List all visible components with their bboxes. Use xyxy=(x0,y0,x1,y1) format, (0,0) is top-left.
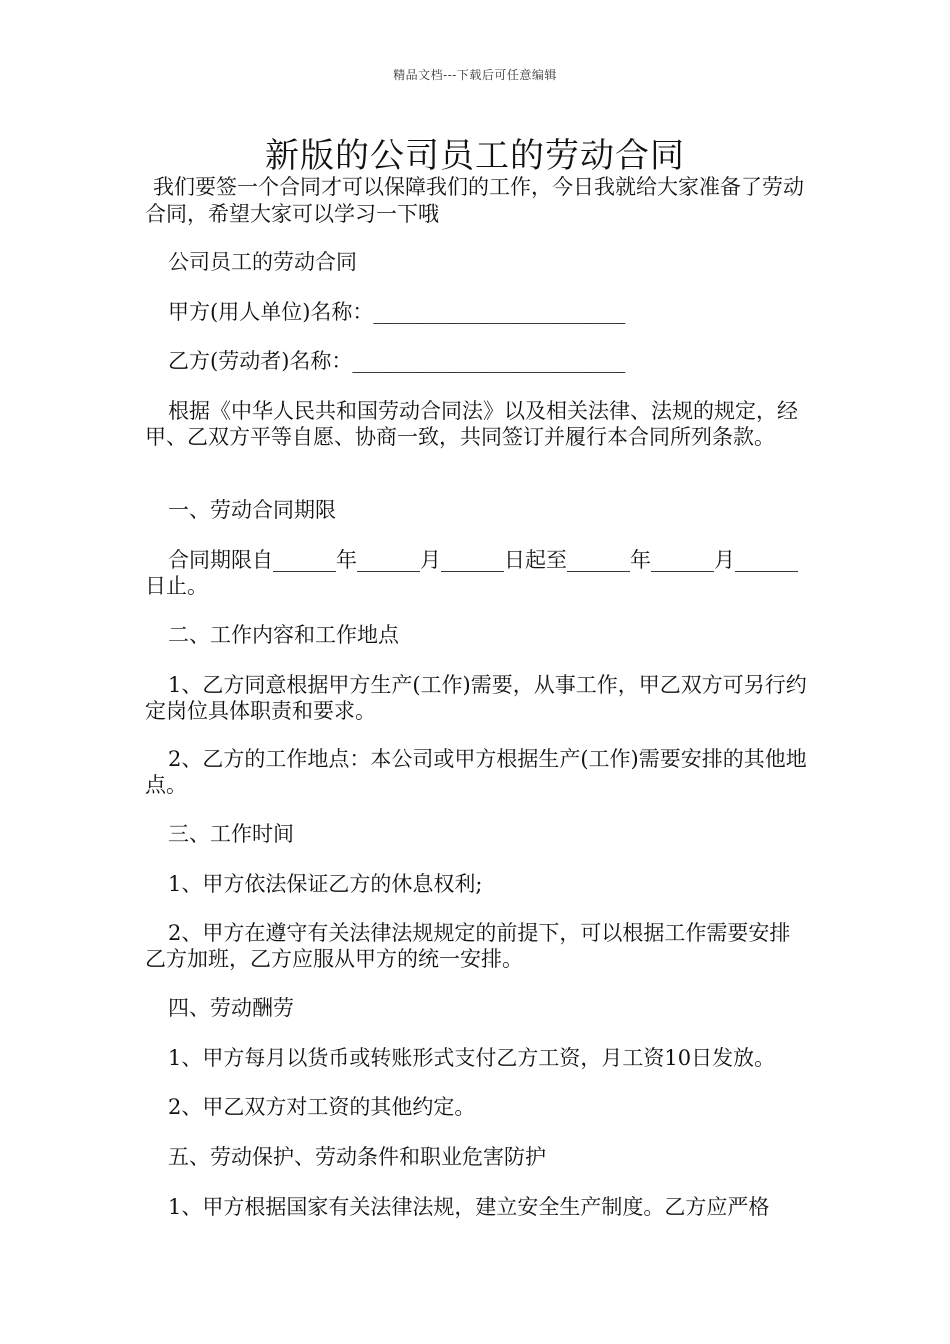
contract-term-line: 合同期限自______年______月______日起至______年______月______日止。 xyxy=(145,548,798,598)
party-b-name-line: 乙方(劳动者)名称：__________________________ xyxy=(168,349,626,373)
pay-clause-1: 1、甲方每月以货币或转账形式支付乙方工资，月工资10日发放。 xyxy=(168,1046,776,1070)
section-heading-protection: 五、劳动保护、劳动条件和职业危害防护 xyxy=(168,1145,546,1169)
section-heading-work: 二、工作内容和工作地点 xyxy=(168,623,399,647)
page-header-note: 精品文档---下载后可任意编辑 xyxy=(393,68,557,82)
intro-paragraph: 我们要签一个合同才可以保障我们的工作，今日我就给大家准备了劳动合同，希望大家可以学习一下哦 xyxy=(145,175,804,226)
document-title: 新版的公司员工的劳动合同 xyxy=(265,136,685,176)
section-heading-pay: 四、劳动酬劳 xyxy=(168,996,294,1020)
pay-clause-2: 2、甲乙双方对工资的其他约定。 xyxy=(168,1095,476,1119)
party-a-name-line: 甲方(用人单位)名称：________________________ xyxy=(168,300,626,324)
hours-clause-1: 1、甲方依法保证乙方的休息权利; xyxy=(168,872,483,896)
section-heading-term: 一、劳动合同期限 xyxy=(168,498,336,522)
intro-block xyxy=(145,174,810,228)
work-clause-1: 1、乙方同意根据甲方生产(工作)需要，从事工作，甲乙双方可另行约定岗位具体职责和要求。 xyxy=(145,673,807,723)
contract-subtitle: 公司员工的劳动合同 xyxy=(168,250,357,274)
work-clause-2: 2、乙方的工作地点：本公司或甲方根据生产(工作)需要安排的其他地点。 xyxy=(145,747,807,797)
protection-clause-1: 1、甲方根据国家有关法律法规，建立安全生产制度。乙方应严格 xyxy=(168,1195,770,1219)
hours-clause-2: 2、甲方在遵守有关法律法规规定的前提下，可以根据工作需要安排乙方加班，乙方应服从甲方的统一安排。 xyxy=(145,921,791,971)
section-heading-hours: 三、工作时间 xyxy=(168,822,294,846)
preamble-paragraph: 根据《中华人民共和国劳动合同法》以及相关法律、法规的规定，经甲、乙双方平等自愿、协商一致，共同签订并履行本合同所列条款。 xyxy=(145,399,798,449)
